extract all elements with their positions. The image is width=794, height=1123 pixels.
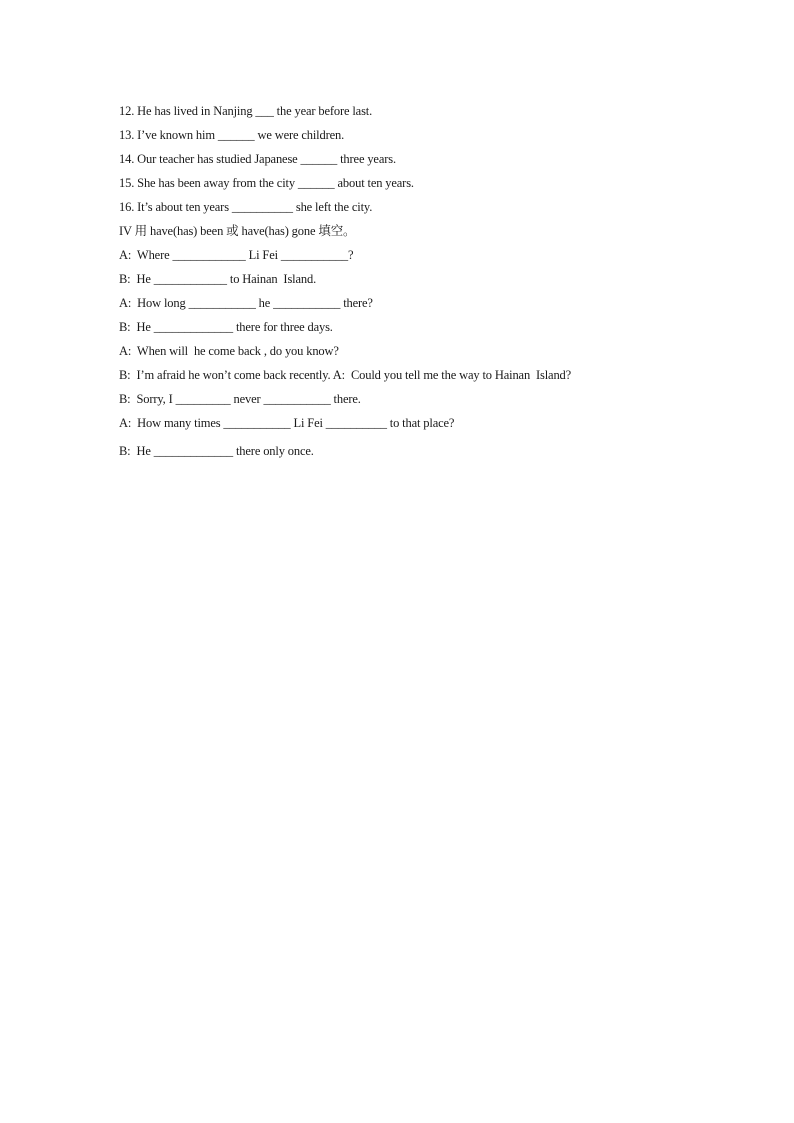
dialogue-line-2: B: He ____________ to Hainan Island. xyxy=(119,272,317,286)
dialogue-line-7: B: Sorry, I _________ never ___________ there. xyxy=(119,392,361,406)
section-heading-iv: IV 用 have(has) been 或 have(has) gone 填空。 xyxy=(119,224,356,238)
dialogue-line-6: B: I’m afraid he won’t come back recently. A: Could you tell me the way to Hainan Island? xyxy=(119,368,572,382)
dialogue-line-3: A: How long ___________ he ___________ there? xyxy=(119,296,373,310)
dialogue-line-5: A: When will he come back , do you know? xyxy=(119,344,339,358)
exercise-line-15: 15. She has been away from the city ______ about ten years. xyxy=(119,176,414,190)
exercise-line-14: 14. Our teacher has studied Japanese ______ three years. xyxy=(119,152,396,166)
dialogue-line-8: A: How many times ___________ Li Fei __________ to that place? xyxy=(119,416,455,430)
exercise-line-16: 16. It’s about ten years __________ she left the city. xyxy=(119,200,373,214)
dialogue-line-9: B: He _____________ there only once. xyxy=(119,444,314,458)
dialogue-line-1: A: Where ____________ Li Fei ___________? xyxy=(119,248,354,262)
exercise-line-12: 12. He has lived in Nanjing ___ the year before last. xyxy=(119,104,373,118)
dialogue-line-4: B: He _____________ there for three days. xyxy=(119,320,333,334)
exercise-line-13: 13. I’ve known him ______ we were children. xyxy=(119,128,345,142)
